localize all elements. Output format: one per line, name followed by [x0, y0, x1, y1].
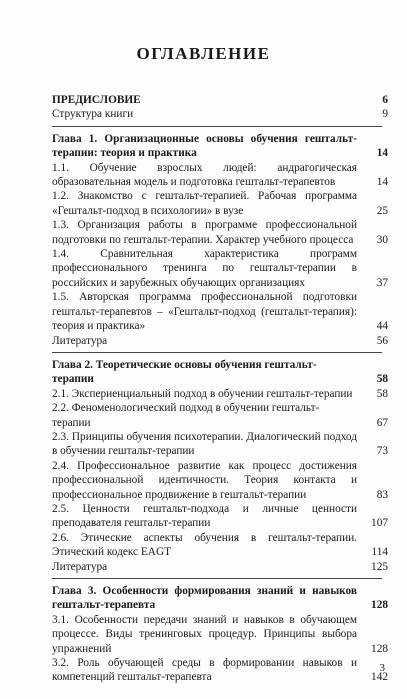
- section-divider: [52, 126, 382, 127]
- toc-entry-page: 83: [376, 488, 388, 501]
- toc-entry-references[interactable]: [52, 560, 400, 574]
- toc-entry-preface[interactable]: [52, 93, 400, 107]
- toc-entry[interactable]: [52, 218, 400, 247]
- toc-entry[interactable]: [52, 531, 400, 560]
- toc-entry-chapter-1[interactable]: [52, 132, 400, 161]
- toc-entry-text: 1.5. Авторская программа профессиональной подготовки гештальт-терапевтов – «Гештальт-подход (гештальт-терапия): теория и практика»: [52, 291, 357, 333]
- table-of-contents: [52, 93, 400, 685]
- toc-entry[interactable]: [52, 161, 400, 190]
- section-divider: [52, 578, 382, 579]
- toc-entry-text: 1.1. Обучение взрослых людей: андрагогическая образовательная модель и подготовка гештальт-терапевтов: [52, 161, 357, 189]
- toc-entry-text: 2.4. Профессиональное развитие как процесс достижения профессиональной идентичности. Теория контакта и профессиональное продвижение в гештальт-терапии: [52, 459, 357, 501]
- toc-entry-text: 3.1. Особенности передачи знаний и навыков в обучающем процессе. Виды тренинговых процедур. Принципы выбора упражнений: [52, 613, 357, 655]
- toc-entry[interactable]: [52, 290, 400, 333]
- toc-entry[interactable]: [52, 387, 400, 401]
- toc-entry-text: Глава 3. Особенности формирования знаний и навыков гештальт-терапевта: [52, 585, 357, 612]
- toc-entry-text: 1.2. Знакомство с гештальт-терапией. Рабочая программа «Гештальт-подход в психологии» в вузе: [52, 190, 357, 217]
- toc-entry-page: 114: [371, 546, 388, 559]
- toc-entry[interactable]: [52, 430, 400, 459]
- toc-entry-page: 128: [371, 599, 388, 612]
- toc-entry[interactable]: [52, 401, 400, 430]
- toc-entry[interactable]: [52, 656, 400, 685]
- toc-entry-text: 2.5. Ценности гештальт-подхода и личные ценности преподавателя гештальт-терапии: [52, 502, 357, 530]
- toc-entry-text: 1.3. Организация работы в программе профессиональной подготовки по гештальт-терапии. Характер учебного процесса: [52, 219, 357, 246]
- toc-entry-text: Литература: [52, 334, 108, 347]
- toc-entry-page: 6: [382, 94, 388, 106]
- toc-entry-text: 2.1. Экспериенциальный подход в обучении гештальт-терапии: [52, 387, 353, 400]
- toc-entry-page: 44: [376, 320, 388, 333]
- toc-entry-page: 67: [376, 416, 388, 429]
- toc-entry-page: 58: [376, 387, 388, 400]
- toc-entry-text: Глава 1. Организационные основы обучения гештальт-терапии: теория и практика: [52, 132, 357, 160]
- toc-entry-page: 107: [371, 517, 388, 530]
- toc-entry-page: 30: [376, 233, 388, 246]
- toc-entry-text: 1.4. Сравнительная характеристика программ профессионального тренинга по гештальт-терапии в российских и зарубежных обучающих организациях: [52, 248, 357, 289]
- toc-entry-page: 58: [376, 373, 388, 386]
- toc-entry[interactable]: [52, 613, 400, 656]
- toc-entry-chapter-3[interactable]: [52, 584, 400, 613]
- toc-entry[interactable]: [52, 247, 400, 290]
- toc-entry[interactable]: [52, 107, 400, 121]
- toc-entry-page: 14: [376, 147, 388, 160]
- toc-entry[interactable]: [52, 459, 400, 502]
- toc-entry-text: Литература: [52, 560, 108, 573]
- page-number: 3: [379, 662, 385, 674]
- toc-entry-page: 14: [376, 176, 388, 189]
- page-title: ОГЛАВЛЕНИЕ: [136, 44, 271, 63]
- toc-entry-references[interactable]: [52, 334, 400, 348]
- toc-entry-page: 128: [371, 642, 388, 655]
- toc-entry-text: Структура книги: [52, 108, 134, 121]
- toc-entry-page: 142: [371, 671, 388, 684]
- section-divider: [52, 352, 382, 353]
- toc-entry-text: Глава 2. Теоретические основы обучения гештальт-терапии: [52, 358, 317, 386]
- toc-entry-page: 73: [376, 445, 388, 458]
- toc-entry-page: 37: [376, 276, 388, 289]
- toc-entry-page: 56: [376, 334, 388, 347]
- toc-entry-page: 25: [376, 204, 388, 217]
- toc-entry[interactable]: [52, 502, 400, 531]
- toc-entry-text: 2.6. Этические аспекты обучения в гештальт-терапии. Этический кодекс EAGT: [52, 531, 357, 559]
- toc-entry-page: 125: [371, 560, 388, 573]
- toc-entry-chapter-2[interactable]: [52, 358, 400, 387]
- toc-entry-page: 9: [382, 108, 388, 121]
- toc-entry-text: 2.2. Феноменологический подход в обучении гештальт-терапии: [52, 402, 320, 429]
- toc-entry-text: 2.3. Принципы обучения психотерапии. Диалогический подход в обучении гештальт-терапии: [52, 430, 357, 458]
- toc-entry-text: 3.2. Роль обучающей среды в формировании навыков и компетенций гештальт-терапевта: [52, 657, 357, 684]
- toc-entry-text: ПРЕДИСЛОВИЕ: [52, 94, 141, 106]
- toc-entry[interactable]: [52, 189, 400, 218]
